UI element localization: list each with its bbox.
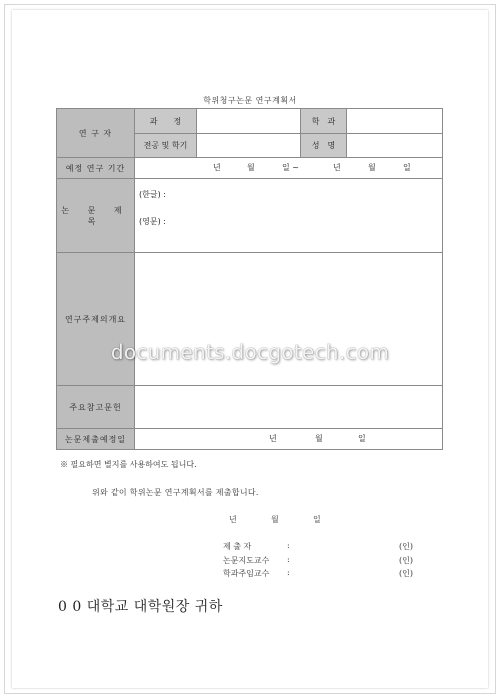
- submission-date-label: 논문제출예정일: [57, 429, 135, 450]
- seal-mark: (인): [399, 569, 413, 578]
- submission-date-field[interactable]: [135, 429, 443, 450]
- summary-label: 연구주제의개요: [57, 253, 135, 386]
- sign-month: 월: [271, 515, 279, 524]
- summary-field[interactable]: [135, 253, 443, 386]
- major-semester-field[interactable]: [197, 134, 301, 158]
- period-end-year: 년: [333, 163, 341, 172]
- thesis-title-label: 논 문 제 목: [57, 179, 135, 253]
- table-row: [57, 109, 443, 134]
- document-title: 학위청구논문 연구계획서: [203, 96, 297, 105]
- department-label: 학 과: [301, 109, 347, 134]
- course-field[interactable]: [197, 109, 301, 134]
- watermark-text: documents.docgotech.com: [110, 340, 390, 364]
- period-field[interactable]: [135, 158, 443, 179]
- research-plan-table: [56, 108, 443, 450]
- colon: :: [287, 541, 290, 550]
- colon: :: [287, 555, 290, 564]
- colon: :: [287, 568, 290, 577]
- chair-label: 학과주임교수: [223, 569, 270, 578]
- period-start-day: 일 ~: [282, 163, 299, 172]
- advisor-label: 논문지도교수: [223, 556, 270, 565]
- researcher-label: 연 구 자: [57, 109, 135, 158]
- period-start-year: 년: [213, 163, 221, 172]
- table-row: [57, 179, 443, 253]
- period-label: 예정 연구 기간: [57, 158, 135, 179]
- korean-title-label: (한글) :: [139, 189, 166, 199]
- period-start-month: 월: [247, 163, 255, 172]
- name-label: 성 명: [301, 134, 347, 158]
- department-field[interactable]: [347, 109, 443, 134]
- references-field[interactable]: [135, 386, 443, 429]
- submitter-label: 제 출 자: [223, 542, 252, 551]
- note-text: ※ 필요하면 별지를 사용하여도 됩니다.: [60, 460, 197, 469]
- submission-month: 월: [315, 434, 323, 443]
- table-row: [57, 429, 443, 450]
- table-row: [57, 158, 443, 179]
- sign-day: 일: [313, 515, 321, 524]
- period-end-day: 일: [403, 163, 411, 172]
- table-row: [57, 386, 443, 429]
- major-semester-label: 전공 및 학기: [135, 134, 197, 158]
- submission-year: 년: [269, 434, 277, 443]
- submit-statement: 위와 같이 학위논문 연구계획서를 제출합니다.: [92, 488, 259, 497]
- references-label: 주요참고문헌: [57, 386, 135, 429]
- thesis-title-field[interactable]: [135, 179, 443, 253]
- submission-day: 일: [358, 434, 366, 443]
- course-label: 과 정: [135, 109, 197, 134]
- table-row: [57, 253, 443, 386]
- english-title-label: (영문) :: [139, 216, 166, 226]
- seal-mark: (인): [399, 542, 413, 551]
- seal-mark: (인): [399, 556, 413, 565]
- name-field[interactable]: [347, 134, 443, 158]
- addressee: 0 0 대학교 대학원장 귀하: [58, 599, 223, 615]
- sign-year: 년: [229, 515, 237, 524]
- period-end-month: 월: [368, 163, 376, 172]
